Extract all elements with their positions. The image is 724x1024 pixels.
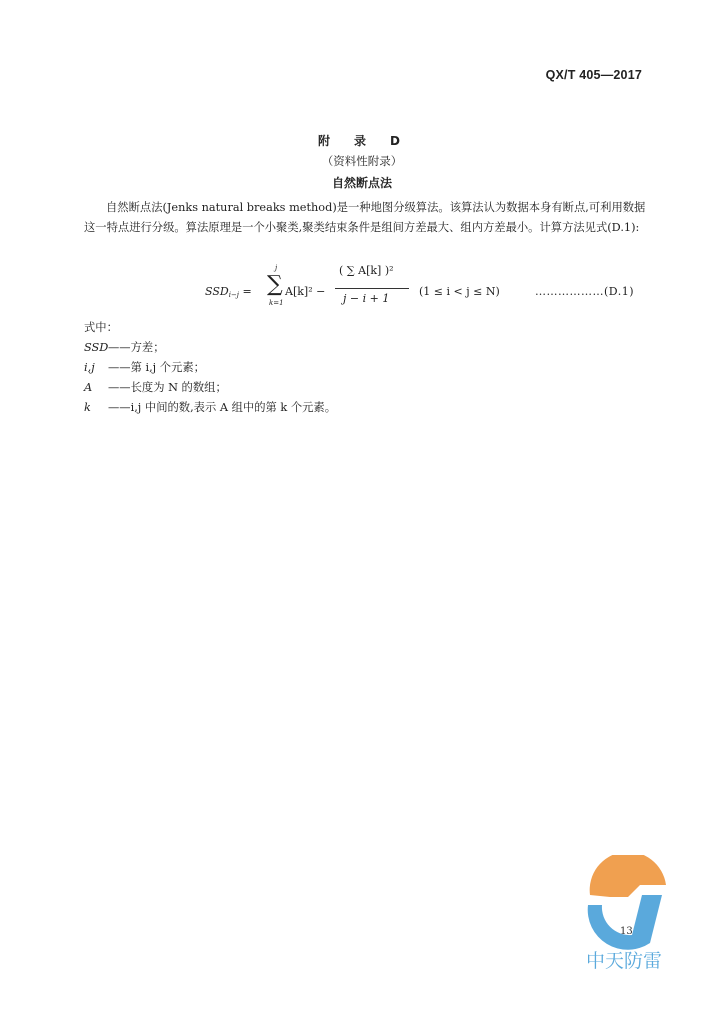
appendix-name: 自然断点法 — [331, 176, 392, 190]
logo-icon — [580, 855, 676, 973]
definition-text: ——第 i,j 个元素； — [108, 361, 205, 374]
fraction-numerator: ( ∑ A[k] )² — [339, 264, 394, 277]
formula-d1 — [205, 258, 645, 312]
definition-row — [84, 378, 336, 398]
definition-row — [84, 398, 336, 418]
appendix-type: （资料性附录） — [321, 154, 403, 168]
intro-paragraph — [84, 198, 646, 238]
definition-text: ——方差； — [108, 341, 165, 354]
fraction-line — [335, 288, 409, 289]
definition-row — [84, 358, 336, 378]
definition-row — [84, 338, 336, 358]
definition-text: ——长度为 N 的数组； — [108, 381, 227, 394]
formula-lhs: $SSD_{i-j}$ = — [205, 285, 252, 299]
appendix-title: 附 录 D — [318, 134, 406, 148]
definition-symbol: A — [84, 381, 93, 394]
watermark-logo — [580, 855, 676, 973]
definition-symbol: SSD — [84, 341, 109, 354]
definitions-intro: 式中： — [84, 321, 118, 334]
sigma-upper: j — [275, 264, 278, 272]
page-number: 13 — [620, 926, 633, 937]
paragraph-text: 自然断点法(Jenks natural breaks method)是一种地图分级算法。该算法认为数据本身有断点,可利用数据这一特点进行分级。算法原理是一个小聚类,聚类结束条件是组间方差最大、组内方差最小。计算方法见式(D.1): — [84, 201, 646, 234]
definitions — [84, 318, 336, 418]
definition-symbol: k — [84, 401, 91, 414]
formula-term1: A[k]² − — [285, 285, 326, 298]
logo-orange-arc — [590, 855, 666, 897]
fraction-denominator: j − i + 1 — [343, 292, 390, 305]
definition-text: ——i,j 中间的数,表示 A 组中的第 k 个元素。 — [108, 401, 337, 414]
formula-condition: (1 ≤ i < j ≤ N) — [419, 285, 500, 298]
logo-blue-arc — [588, 895, 662, 950]
definition-symbol: i,j — [84, 361, 95, 374]
sigma-icon: ∑ — [267, 272, 283, 297]
sigma-lower: k=1 — [269, 299, 284, 307]
equation-number: ………………(D.1) — [535, 285, 635, 298]
standard-code: QX/T 405—2017 — [545, 68, 642, 82]
watermark-text: 中天防雷 — [586, 950, 663, 972]
